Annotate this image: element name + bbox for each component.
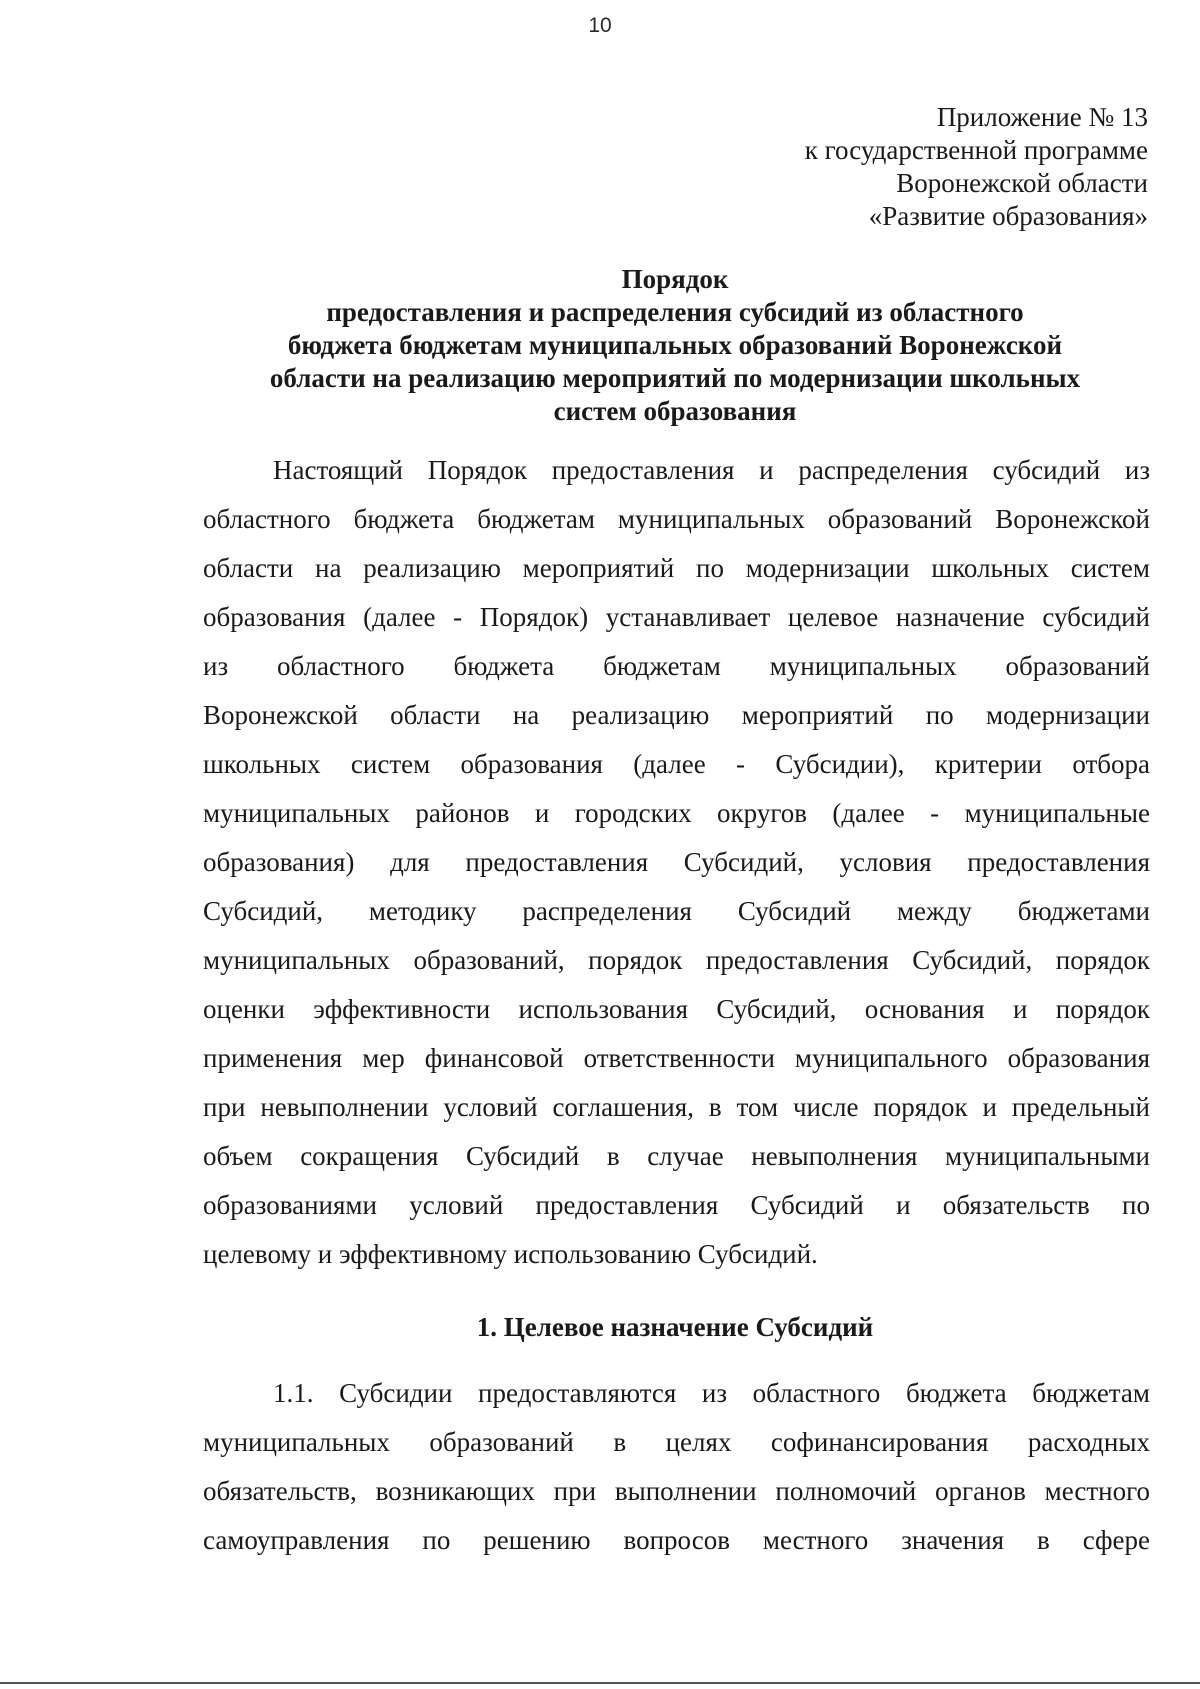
- paragraph-line: Воронежской области на реализацию мероприятий по модернизации: [203, 700, 1150, 730]
- paragraph-line: школьных систем образования (далее - Субсидии), критерии отбора: [203, 749, 1150, 779]
- title-line: систем образования: [553, 396, 797, 426]
- paragraph-line: муниципальных образований в целях софинансирования расходных: [203, 1427, 1150, 1457]
- paragraph-line: области на реализацию мероприятий по модернизации школьных систем: [203, 553, 1150, 583]
- document-title: [0, 263, 1200, 428]
- appendix-header: [548, 101, 1148, 233]
- paragraph-line: образованиями условий предоставления Субсидий и обязательств по: [203, 1190, 1150, 1220]
- paragraph-line: обязательств, возникающих при выполнении полномочий органов местного: [203, 1476, 1150, 1506]
- appendix-line: «Развитие образования»: [868, 201, 1148, 231]
- appendix-line: к государственной программе: [804, 135, 1148, 165]
- page-number: 10: [588, 14, 612, 37]
- paragraph-line: Субсидий, методику распределения Субсидий между бюджетами: [203, 896, 1150, 926]
- appendix-line: Воронежской области: [896, 168, 1148, 198]
- title-line: бюджета бюджетам муниципальных образований Воронежской: [287, 330, 1063, 360]
- paragraph-line: самоуправления по решению вопросов местного значения в сфере: [203, 1525, 1150, 1555]
- paragraph-line: применения мер финансовой ответственности муниципального образования: [203, 1043, 1150, 1073]
- paragraph-line: оценки эффективности использования Субсидий, основания и порядок: [203, 994, 1150, 1024]
- paragraph-line: образования (далее - Порядок) устанавливает целевое назначение субсидий: [203, 602, 1150, 632]
- paragraph-line: при невыполнении условий соглашения, в том числе порядок и предельный: [203, 1092, 1150, 1122]
- title-line: предоставления и распределения субсидий из областного: [326, 297, 1024, 327]
- paragraph-line: муниципальных образований, порядок предоставления Субсидий, порядок: [203, 945, 1150, 975]
- paragraph-line: из областного бюджета бюджетам муниципальных образований: [203, 651, 1150, 681]
- paragraph-line: муниципальных районов и городских округов (далее - муниципальные: [203, 798, 1150, 828]
- paragraph-line: образования) для предоставления Субсидий, условия предоставления: [203, 847, 1150, 877]
- paragraph-line: областного бюджета бюджетам муниципальных образований Воронежской: [203, 504, 1150, 534]
- intro-paragraph: [203, 446, 1150, 1279]
- paragraph-line: Настоящий Порядок предоставления и распределения субсидий из: [273, 455, 1150, 485]
- title-line: Порядок: [621, 264, 729, 294]
- paragraph-line: 1.1. Субсидии предоставляются из областного бюджета бюджетам: [273, 1378, 1150, 1408]
- page-bottom-rule: [0, 1682, 1200, 1684]
- paragraph-line: объем сокращения Субсидий в случае невыполнения муниципальными: [203, 1141, 1150, 1171]
- section-paragraph: [203, 1369, 1150, 1565]
- appendix-line: Приложение № 13: [936, 102, 1148, 132]
- section-heading: 1. Целевое назначение Субсидий: [476, 1312, 874, 1342]
- paragraph-line: целевому и эффективному использованию Субсидий.: [203, 1239, 818, 1269]
- title-line: области на реализацию мероприятий по модернизации школьных: [269, 363, 1081, 393]
